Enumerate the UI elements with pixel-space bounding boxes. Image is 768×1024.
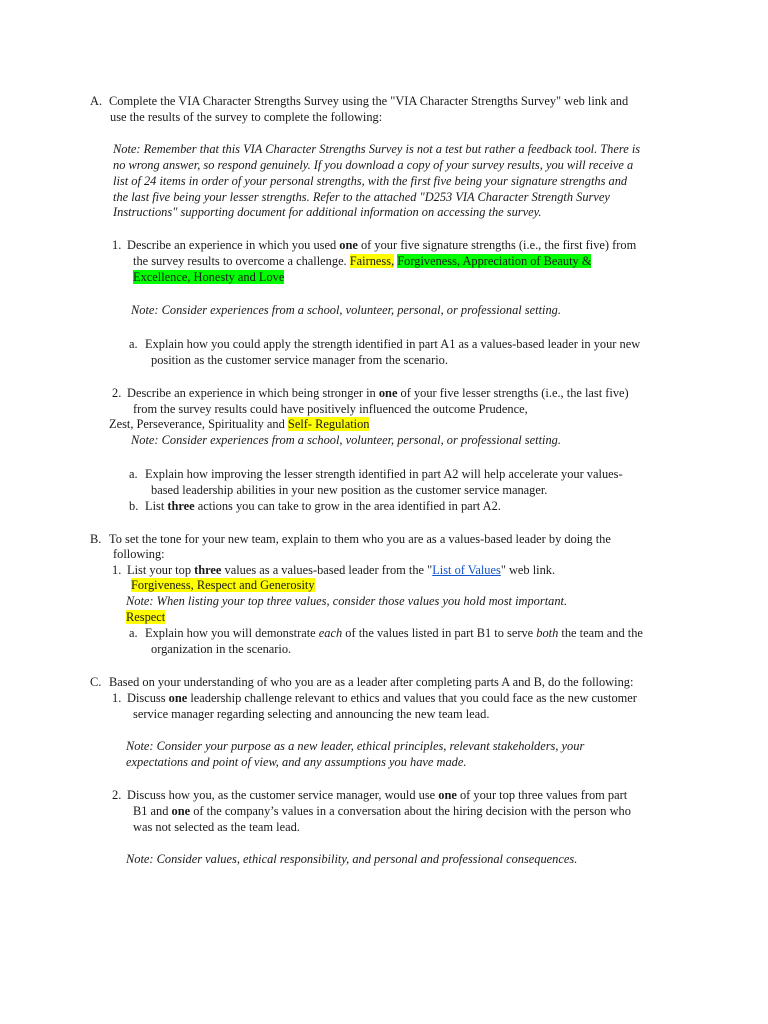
a1-note: Note: Consider experiences from a school, volunteer, personal, or professional setting. xyxy=(131,303,561,317)
section-c-intro: Based on your understanding of who you are as a leader after completing parts A and B, do the following: xyxy=(109,675,634,689)
section-a-intro-line1: Complete the VIA Character Strengths Survey using the "VIA Character Strengths Survey" web link and xyxy=(109,94,629,108)
b1a-text: Explain how you will demonstrate xyxy=(145,626,319,640)
c1-line1-bold: one xyxy=(168,691,188,705)
c2-note: Note: Consider values, ethical responsibility, and personal and professional consequences. xyxy=(126,852,578,866)
a1-highlight-excellence: Excellence, Honesty and Love xyxy=(133,270,285,284)
a2-line3 xyxy=(109,417,369,432)
section-a-note-line1: Note: Remember that this VIA Character Strengths Survey is not a test but rather a feedback tool. There is xyxy=(113,142,641,156)
a2-highlight-self-regulation: Self- Regulation xyxy=(287,417,370,431)
c2-marker: 2. xyxy=(112,788,122,802)
section-a-note-line5: Instructions" supporting document for additional information on accessing the survey. xyxy=(113,205,542,219)
c2-line1-text: Discuss how you, as the customer service manager, would use xyxy=(127,788,439,802)
a1-highlight-fairness: Fairness, xyxy=(349,254,395,268)
a2-line1-rest: of your five lesser strengths (i.e., the last five) xyxy=(397,386,629,400)
a1-highlight-forgiveness: Forgiveness, Appreciation of Beauty & xyxy=(397,254,592,268)
a2b-marker: b. xyxy=(129,499,139,513)
b1a-line1 xyxy=(145,626,643,641)
a1-line1-text: Describe an experience in which you used xyxy=(127,238,340,252)
c1-line1-text: Discuss xyxy=(127,691,169,705)
c2-line2-text: B1 and xyxy=(133,804,172,818)
c2-line2 xyxy=(133,804,631,819)
c1-line1-rest: leadership challenge relevant to ethics and values that you could face as the new customer xyxy=(187,691,637,705)
a2a-marker: a. xyxy=(129,467,138,481)
b1-line1-text: List your top xyxy=(127,563,195,577)
b1-line1-rest: " web link. xyxy=(500,563,556,577)
a2-line1-text: Describe an experience in which being stronger in xyxy=(127,386,379,400)
a2b-line xyxy=(145,499,501,514)
section-a-note-line2: no wrong answer, so respond genuinely. If you download a copy of your survey results, you will receive a xyxy=(113,158,634,172)
section-c-marker: C. xyxy=(90,675,102,689)
b1-marker: 1. xyxy=(112,563,122,577)
c2-line2-bold: one xyxy=(171,804,191,818)
b1-answer2 xyxy=(126,610,165,625)
a2a-line2: based leadership abilities in your new position as the customer service manager. xyxy=(151,483,548,497)
c1-marker: 1. xyxy=(112,691,122,705)
b1-highlight-values: Forgiveness, Respect and Generosity xyxy=(131,578,315,592)
c1-line2: service manager regarding selecting and announcing the new team lead. xyxy=(133,707,490,721)
a1-line1 xyxy=(127,238,636,253)
b1-line1-bold: three xyxy=(194,563,222,577)
a2-line1-bold: one xyxy=(378,386,398,400)
b1-answer xyxy=(131,578,315,593)
section-b-marker: B. xyxy=(90,532,102,546)
c1-note-line1: Note: Consider your purpose as a new leader, ethical principles, relevant stakeholders, your xyxy=(126,739,585,753)
a1-marker: 1. xyxy=(112,238,122,252)
a1-line3 xyxy=(133,270,284,285)
a1a-line2: position as the customer service manager from the scenario. xyxy=(151,353,448,367)
section-a-marker: A. xyxy=(90,94,103,108)
c2-line2-rest: of the company’s values in a conversation about the hiring decision with the person who xyxy=(190,804,631,818)
a2b-text: List xyxy=(145,499,168,513)
a1-line1-bold: one xyxy=(339,238,358,252)
b1a-mid: of the values listed in part B1 to serve xyxy=(342,626,537,640)
a1a-line1: Explain how you could apply the strength identified in part A1 as a values-based leader in your new xyxy=(145,337,641,351)
section-b-intro-line1: To set the tone for your new team, explain to them who you are as a values-based leader by doing the xyxy=(109,532,611,546)
b1-line1-mid: values as a values-based leader from the " xyxy=(221,563,433,577)
b1a-rest: the team and the xyxy=(558,626,643,640)
c1-line1 xyxy=(127,691,637,706)
a2-line1 xyxy=(127,386,629,401)
section-b-intro-line2: following: xyxy=(113,547,165,561)
c1-note-line2: expectations and point of view, and any assumptions you have made. xyxy=(126,755,467,769)
b1a-italic-both: both xyxy=(536,626,559,640)
c2-line3: was not selected as the team lead. xyxy=(133,820,300,834)
a1-line1-rest: of your five signature strengths (i.e., the first five) from xyxy=(357,238,637,252)
a2b-bold: three xyxy=(167,499,195,513)
c2-line1-rest: of your top three values from part xyxy=(456,788,628,802)
a2-marker: 2. xyxy=(112,386,122,400)
list-of-values-link[interactable]: List of Values xyxy=(432,563,501,577)
a1a-marker: a. xyxy=(129,337,138,351)
b1-note: Note: When listing your top three values, consider those values you hold most important. xyxy=(126,594,568,608)
section-a-note-line3: list of 24 items in order of your personal strengths, with the first five being your signature strengths and xyxy=(113,174,628,188)
c2-line1 xyxy=(127,788,627,803)
b1a-marker: a. xyxy=(129,626,138,640)
section-a-intro-line2: use the results of the survey to complete the following: xyxy=(110,110,383,124)
section-a-note-line4: the last five being your lesser strengths. Refer to the attached "D253 VIA Character Strength Survey xyxy=(113,190,610,204)
a2-note: Note: Consider experiences from a school, volunteer, personal, or professional setting. xyxy=(131,433,561,447)
a1-line2 xyxy=(133,254,591,269)
c2-line1-bold: one xyxy=(438,788,457,802)
a2a-line1: Explain how improving the lesser strength identified in part A2 will help accelerate your values- xyxy=(145,467,623,481)
b1-highlight-respect: Respect xyxy=(126,610,166,624)
a2-line2: from the survey results could have positively influenced the outcome Prudence, xyxy=(133,402,528,416)
b1a-line2: organization in the scenario. xyxy=(151,642,292,656)
a2b-rest: actions you can take to grow in the area identified in part A2. xyxy=(194,499,501,513)
b1a-italic-each: each xyxy=(318,626,343,640)
a2-line3-text: Zest, Perseverance, Spirituality and xyxy=(109,417,288,431)
a1-line2-text: the survey results to overcome a challenge. xyxy=(133,254,350,268)
b1-line1 xyxy=(127,563,555,578)
